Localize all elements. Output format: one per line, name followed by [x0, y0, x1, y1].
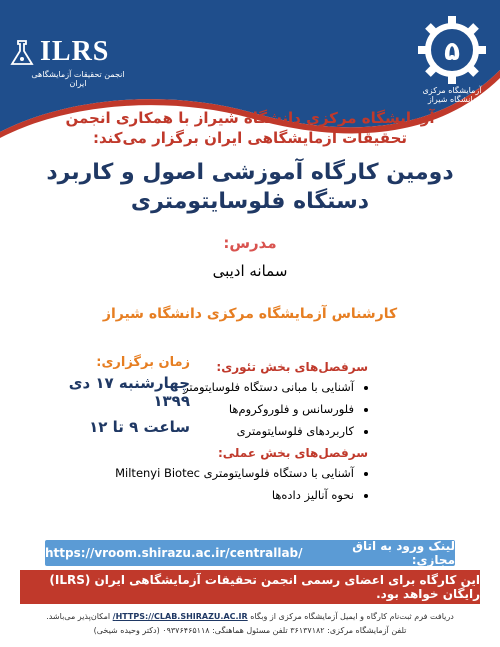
- list-item: • کاربردهای فلوسایتومتری: [108, 420, 354, 442]
- schedule-date: چهارشنبه ۱۷ دی ۱۳۹۹: [68, 374, 190, 410]
- list-item: • آشنایی با مبانی دستگاه فلوسایتومتر: [108, 376, 354, 398]
- gear-icon: [412, 14, 492, 86]
- university-logo-number: ۵: [444, 37, 460, 67]
- intro-line-1: آزمایشگاه مرکزی دانشگاه شیراز با همکاری انجمن: [65, 109, 435, 127]
- university-logo: [412, 14, 492, 104]
- title-line-1: دومین کارگاه آموزشی اصول و کاربرد: [46, 160, 454, 185]
- ilrs-name: ILRS: [40, 36, 110, 67]
- ilrs-subtitle: انجمن تحقیقات آزمایشگاهی ایران: [31, 70, 125, 88]
- schedule-time: ساعت ۹ تا ۱۲: [89, 418, 190, 436]
- list-item: • آشنایی با دستگاه فلوسایتومتری Miltenyi Biotec: [68, 462, 354, 484]
- list-item: • نحوه آنالیز داده‌ها: [68, 484, 354, 506]
- ilrs-logo: [8, 34, 128, 88]
- theory-list: [108, 376, 368, 442]
- footer: [10, 610, 490, 638]
- footer-text-after: امکان‌پذیر می‌باشد.: [46, 612, 111, 621]
- workshop-title: [20, 158, 480, 216]
- footer-line-1: [10, 610, 490, 624]
- practical-topics: [68, 446, 368, 506]
- theory-topics: [108, 360, 368, 442]
- schedule-label: زمان برگزاری:: [96, 355, 190, 370]
- registration-link[interactable]: HTTPS://CLAB.SHIRAZU.AC.IR/: [112, 612, 248, 621]
- instructor-label: مدرس:: [223, 234, 277, 252]
- practical-heading: سرفصل‌های بخش عملی:: [217, 446, 368, 460]
- instructor-role: کارشناس آزمایشگاه مرکزی دانشگاه شیراز: [102, 306, 398, 322]
- virtual-room-label: لینک ورود به اتاق مجازی:: [352, 539, 455, 567]
- university-name: آزمایشگاه مرکزی دانشگاه شیراز: [422, 86, 482, 104]
- theory-heading: سرفصل‌های بخش تئوری:: [216, 360, 368, 374]
- footer-line-2: تلفن آزمایشگاه مرکزی: ۳۶۱۳۷۱۸۲ تلفن مسئول هماهنگی: ۰۹۳۷۶۴۶۵۱۱۸ (دکتر وحیده شیخی): [93, 626, 407, 635]
- intro-text: [40, 108, 460, 148]
- title-line-2: دستگاه فلوسایتومتری: [130, 189, 370, 214]
- intro-line-2: تحقیقات آزمایشگاهی ایران برگزار می‌کند:: [92, 129, 408, 147]
- list-item: • فلورسانس و فلوروکروم‌ها: [108, 398, 354, 420]
- virtual-room-link[interactable]: https://vroom.shirazu.ac.ir/centrallab/: [45, 546, 303, 560]
- virtual-room-box: [45, 540, 455, 566]
- flask-icon: [8, 38, 38, 68]
- free-notice: این کارگاه برای اعضای رسمی انجمن تحقیقات آزمایشگاهی ایران (ILRS) رایگان خواهد بود.: [20, 570, 480, 604]
- footer-text-before: دریافت فرم ثبت‌نام کارگاه و ایمیل آزمایشگاه مرکزی از وبگاه: [250, 612, 454, 621]
- instructor-name: سمانه ادیبی: [212, 262, 288, 280]
- practical-list: [68, 462, 368, 506]
